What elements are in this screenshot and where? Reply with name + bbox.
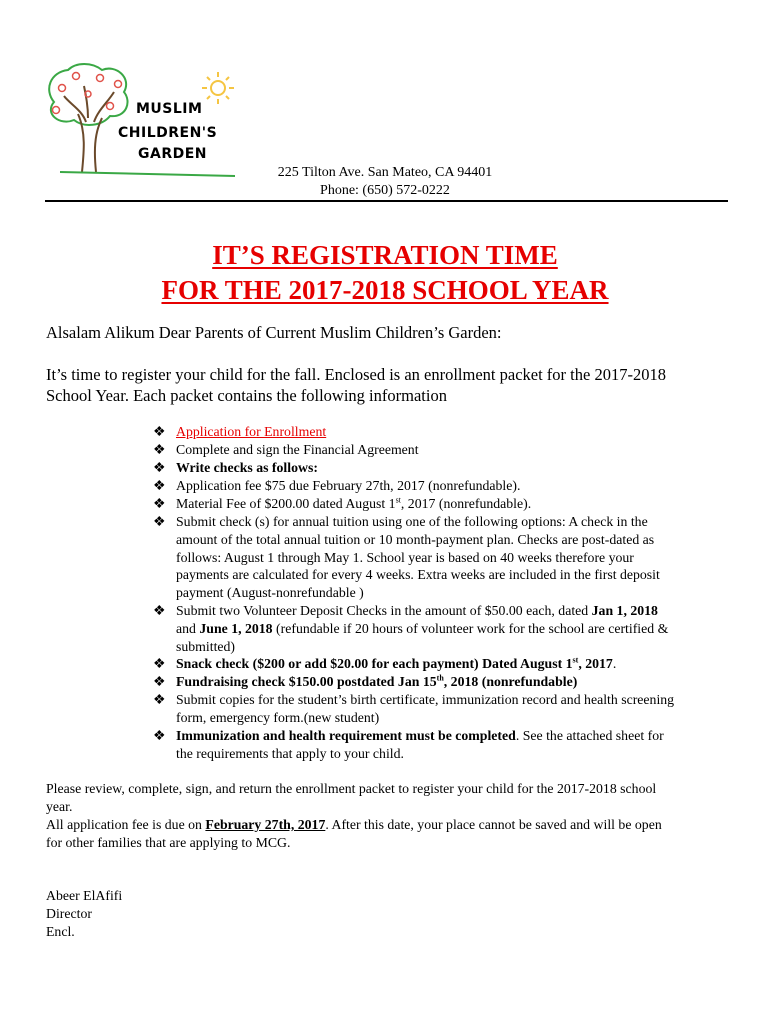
list-item-text: Fundraising check $150.00 postdated Jan 15th, 2018 (nonrefundable) bbox=[176, 673, 578, 689]
list-item-text: Snack check ($200 or add $20.00 for each payment) Dated August 1st, 2017. bbox=[176, 655, 617, 671]
diamond-bullet-icon: ❖ bbox=[153, 460, 166, 475]
application-link[interactable]: Application for Enrollment bbox=[176, 424, 327, 439]
diamond-bullet-icon: ❖ bbox=[153, 424, 166, 439]
title-line2: FOR THE 2017-2018 SCHOOL YEAR bbox=[161, 275, 609, 305]
school-phone: Phone: (650) 572-0222 bbox=[320, 183, 450, 198]
list-item-text: Write checks as follows: bbox=[176, 460, 318, 475]
diamond-bullet-icon: ❖ bbox=[153, 496, 166, 511]
list-item-text: Immunization and health requirement must be completed. See the attached sheet for the requirements that apply to your child. bbox=[176, 728, 664, 761]
diamond-bullet-icon: ❖ bbox=[153, 478, 166, 493]
diamond-bullet-icon: ❖ bbox=[153, 692, 166, 707]
list-item-text: Material Fee of $200.00 dated August 1st, 2017 (nonrefundable). bbox=[176, 495, 532, 511]
header-divider bbox=[45, 200, 728, 202]
review-paragraph: Please review, complete, sign, and return the enrollment packet to register your child for the 2017-2018 school year. bbox=[46, 781, 657, 814]
list-item-text: Submit check (s) for annual tuition using one of the following options: A check in the amount of the total annual tuition or 10 month-payment plan. Checks are post-dated as follows: August 1 through May 1. School year is based on 40 weeks therefore your payments are calculated for every 4 weeks. Extra weeks are included in the first deposit payment (August-nonrefundable ) bbox=[176, 514, 660, 601]
diamond-bullet-icon: ❖ bbox=[153, 728, 166, 743]
due-date-paragraph: All application fee is due on February 27th, 2017. After this date, your place cannot be saved and will be open for other families that are applying to MCG. bbox=[46, 817, 662, 850]
tree-sun-logo-icon bbox=[40, 62, 245, 182]
signature-name: Abeer ElAfifi bbox=[46, 888, 123, 903]
school-address: 225 Tilton Ave. San Mateo, CA 94401 bbox=[277, 165, 493, 180]
signature-role: Director bbox=[46, 906, 92, 921]
list-item-text: Application fee $75 due February 27th, 2017 (nonrefundable). bbox=[176, 478, 521, 493]
diamond-bullet-icon: ❖ bbox=[153, 442, 166, 457]
diamond-bullet-icon: ❖ bbox=[153, 514, 166, 529]
list-item-text: Complete and sign the Financial Agreement bbox=[176, 442, 419, 457]
enclosure-note: Encl. bbox=[46, 924, 75, 939]
diamond-bullet-icon: ❖ bbox=[153, 674, 166, 689]
intro-line1: It’s time to register your child for the fall. Enclosed is an enrollment packet for the 2017-2018 bbox=[46, 365, 666, 384]
title-line1: IT’S REGISTRATION TIME bbox=[212, 240, 558, 270]
greeting: Alsalam Alikum Dear Parents of Current Muslim Children’s Garden: bbox=[46, 323, 502, 342]
list-item-text: Submit copies for the student’s birth certificate, immunization record and health screening form, emergency form.(new student) bbox=[176, 692, 675, 725]
school-logo bbox=[40, 62, 245, 182]
logo-text-line2: CHILDREN'S bbox=[118, 125, 218, 141]
intro-line2: School Year. Each packet contains the following information bbox=[46, 386, 447, 405]
diamond-bullet-icon: ❖ bbox=[153, 603, 166, 618]
logo-text-line1: MUSLIM bbox=[136, 101, 203, 117]
diamond-bullet-icon: ❖ bbox=[153, 656, 166, 671]
list-item-text: Submit two Volunteer Deposit Checks in the amount of $50.00 each, dated Jan 1, 2018 and June 1, 2018 (refundable if 20 hours of volunteer work for the school are certified & submitted) bbox=[176, 603, 669, 654]
logo-text-line3: GARDEN bbox=[138, 146, 208, 162]
